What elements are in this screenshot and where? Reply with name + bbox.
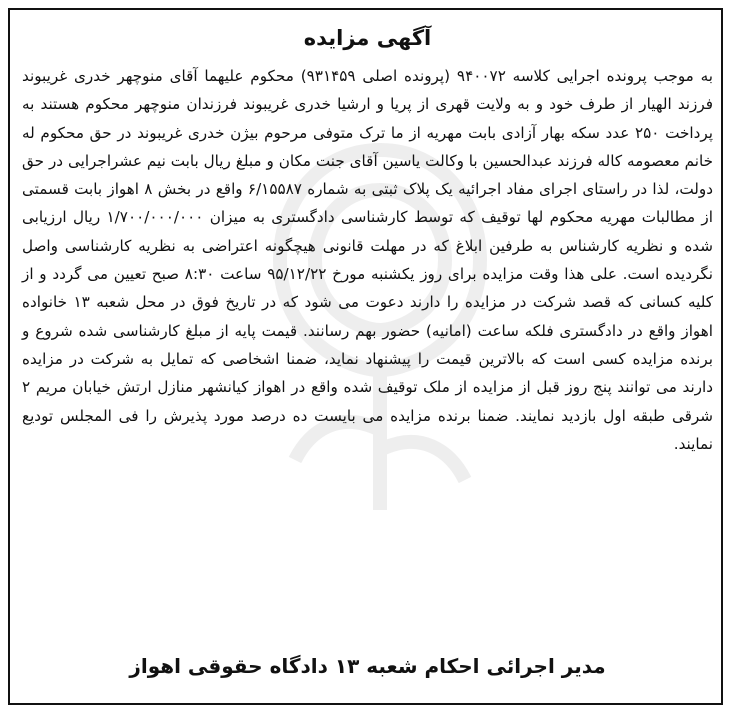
notice-body: به موجب پرونده اجرایی کلاسه ۹۴۰۰۷۲ (پرونده اصلی ۹۳۱۴۵۹) محکوم علیهما آقای منوچهر خدری غریبوند فرزند الهیار از طرف خود و به ولایت قهری از پریا و ارشیا خدری غریبوند فرزندان منوچهر محکوم هستند به پرداخت ۲۵۰ عدد سکه بهار آزادی بابت مهریه از ما ترک متوفی مرحوم بیژن خدری غریبوند در حق محکوم له خانم معصومه کاله فرزند عبدالحسین با وکالت یاسین آقای جنت مکان و مبلغ ریال بابت نیم عشراجرایی در حق دولت، لذا در راستای اجرای مفاد اجرائیه یک پلاک ثبتی به شماره ۶/۱۵۵۸۷ واقع در بخش ۸ اهواز بابت قسمتی از مطالبات مهریه محکوم لها توقیف که توسط کارشناسی دادگستری به میزان ۱/۷۰۰/۰۰۰/۰۰۰ ریال ارزیابی شده و نظریه کارشناس به طرفین ابلاغ که در مهلت قانونی هیچگونه اعتراضی به نظریه کارشناسی واصل نگردیده است. علی هذا وقت مزایده برای روز یکشنبه مورخ ۹۵/۱۲/۲۲ ساعت ۸:۳۰ صبح تعیین می گردد و از کلیه کسانی که قصد شرکت در مزایده را دارند دعوت می شود که در تاریخ فوق در محل شعبه ۱۳ خانواده اهواز واقع در دادگستری فلکه ساعت (امانیه) حضور بهم رسانند. قیمت پایه از مبلغ کارشناسی شده شروع و برنده مزایده کسی است که بالاترین قیمت را پیشنهاد نماید، ضمنا اشخاصی که تمایل به شرکت در مزایده دارند می توانند پنج روز قبل از مزایده از ملک توقیف شده واقع در اهواز کیانشهر منازل ارتش خیابان مریم ۲ شرقی طبقه اول بازدید نمایند. ضمنا برنده مزایده می بایست ده درصد مورد پذیرش را فی المجلس توديع نمايند. bbox=[22, 67, 714, 453]
notice-signature: مدیر اجرائی احکام شعبه ۱۳ دادگاه حقوقی اهواز bbox=[129, 654, 606, 678]
notice-title: آگهی مزایده bbox=[303, 26, 432, 50]
